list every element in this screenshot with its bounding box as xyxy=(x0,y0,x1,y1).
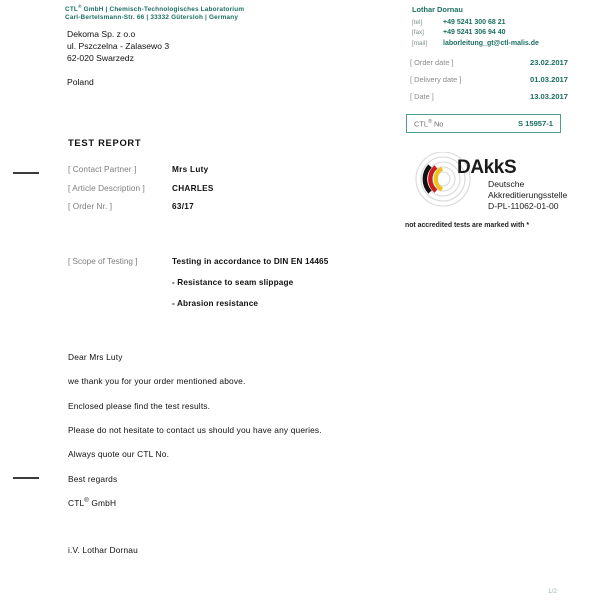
article-description-value: CHARLES xyxy=(172,183,214,193)
delivery-date-row xyxy=(410,75,568,92)
contact-row-tel xyxy=(412,18,539,29)
contact-tag-fax: [fax] xyxy=(412,29,424,36)
date-label: [ Date ] xyxy=(410,92,434,101)
letter-paragraph-4: Always quote our CTL No. xyxy=(68,449,170,460)
article-description-label: [ Article Description ] xyxy=(68,183,145,193)
contact-value-tel: +49 5241 300 68 21 xyxy=(443,18,506,26)
dakks-accreditation-id: D-PL-11062-01-00 xyxy=(488,201,559,211)
letter-body xyxy=(68,352,468,473)
order-date-row xyxy=(410,58,568,75)
order-date-value: 23.02.2017 xyxy=(529,58,568,67)
delivery-date-label: [ Delivery date ] xyxy=(410,75,462,84)
scope-line-standard: Testing in accordance to DIN EN 14465 xyxy=(172,257,329,266)
dakks-subtitle-line-1: Deutsche xyxy=(488,179,525,189)
recipient-city: 62-020 Swarzedz xyxy=(67,53,134,64)
dakks-subtitle-line-2: Akkreditierungsstelle xyxy=(488,190,568,200)
dakks-wordmark: DAkkS xyxy=(457,157,517,178)
scope-of-testing xyxy=(68,257,398,320)
signature-line: i.V. Lothar Dornau xyxy=(68,545,138,555)
ctl-number-label: CTL® No xyxy=(414,118,444,129)
date-row xyxy=(410,92,568,109)
recipient-country: Poland xyxy=(67,76,94,87)
contact-partner-value: Mrs Luty xyxy=(172,165,209,174)
recipient-address xyxy=(67,28,169,88)
ctl-number-value: S 15957-1 xyxy=(517,119,553,128)
contact-partner-row xyxy=(68,165,378,184)
fold-mark-top xyxy=(13,172,39,174)
contact-name: Lothar Dornau xyxy=(412,5,463,14)
contact-block xyxy=(412,5,539,49)
contact-partner-label: [ Contact Partner ] xyxy=(68,165,137,174)
page-title: TEST REPORT xyxy=(68,137,142,148)
contact-row-mail xyxy=(412,39,539,50)
report-meta xyxy=(68,165,378,221)
contact-tag-mail: [mail] xyxy=(412,39,428,47)
dakks-subtitle xyxy=(488,179,567,212)
contact-tag-tel: [tel] xyxy=(412,18,423,26)
recipient-company: Dekoma Sp. z o.o xyxy=(67,29,136,39)
contact-row-fax xyxy=(412,28,539,39)
letter-paragraph-2: Enclosed please find the test results. xyxy=(68,400,211,411)
letter-paragraph-3: Please do not hesitate to contact us should you have any queries. xyxy=(68,424,322,435)
contact-value-fax: +49 5241 306 94 40 xyxy=(443,29,506,36)
company-header xyxy=(65,3,244,23)
date-value: 13.03.2017 xyxy=(529,92,568,101)
accreditation-note: not accredited tests are marked with * xyxy=(405,222,530,229)
company-header-line-1: CTL® GmbH | Chemisch-Technologisches Laboratorium xyxy=(65,4,245,14)
order-number-label: [ Order Nr. ] xyxy=(68,202,113,211)
dakks-logo xyxy=(413,152,593,224)
closing-company: CTL® GmbH xyxy=(68,498,117,509)
fold-mark-bottom xyxy=(13,477,39,479)
company-header-line-2: Carl-Bertelsmann-Str. 66 | 33332 Gütersloh | Germany xyxy=(65,14,239,22)
order-number-row xyxy=(68,202,378,221)
contact-value-mail: laborleitung_gt@ctl-malis.de xyxy=(443,39,539,47)
page-number: 1/2 xyxy=(548,588,557,595)
article-description-row xyxy=(68,184,378,203)
letter-paragraph-1: we thank you for your order mentioned above. xyxy=(68,376,246,387)
scope-line-seam-slippage: - Resistance to seam slippage xyxy=(172,278,294,287)
closing-best-regards: Best regards xyxy=(68,474,118,484)
scope-of-testing-label: [ Scope of Testing ] xyxy=(68,257,138,266)
order-date-label: [ Order date ] xyxy=(410,58,454,67)
letter-salutation: Dear Mrs Luty xyxy=(68,352,123,362)
delivery-date-value: 01.03.2017 xyxy=(529,75,568,84)
ctl-number-box xyxy=(406,114,561,133)
letter-closing xyxy=(68,474,117,523)
scope-line-abrasion: - Abrasion resistance xyxy=(172,299,259,308)
dates-block xyxy=(410,58,568,109)
order-number-value: 63/17 xyxy=(172,202,194,211)
recipient-street: ul. Pszczelna - Zalasewo 3 xyxy=(67,41,170,52)
scope-of-testing-lines xyxy=(172,257,398,320)
